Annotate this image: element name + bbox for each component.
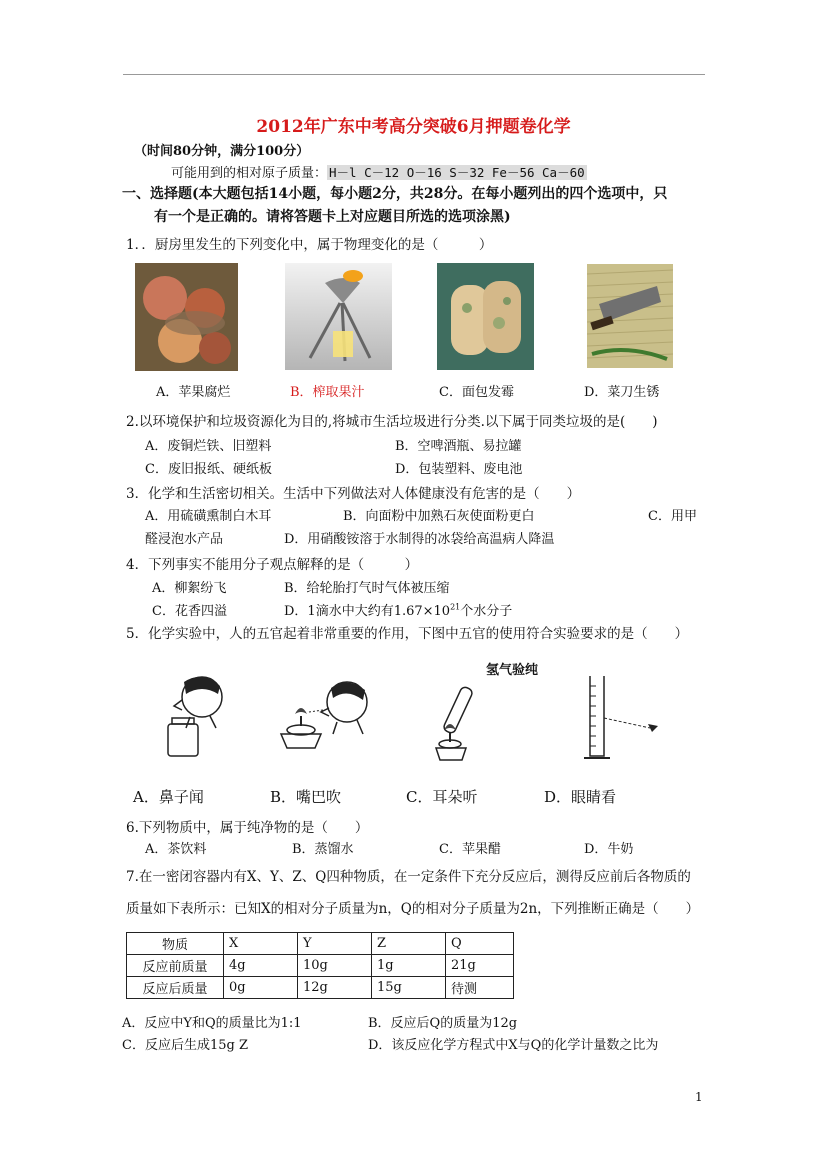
q4-option-a: A．柳絮纷飞: [152, 581, 227, 596]
q3-option-c-part2: 醛浸泡水产品: [145, 532, 224, 547]
q4-option-d: [284, 600, 512, 619]
q6-option-a: A．茶饮料: [145, 842, 207, 857]
q7-option-c: C．反应后生成15g Z: [122, 1038, 248, 1053]
photo-juicer: [285, 263, 392, 370]
q1-stem: 1．．厨房里发生的下列变化中，属于物理变化的是（ ）: [126, 237, 493, 253]
q6-stem: 6.下列物质中，属于纯净物的是（ ）: [126, 820, 369, 836]
q1-option-d: D．菜刀生锈: [584, 385, 660, 400]
table-row: [127, 933, 514, 955]
q4-option-b: B．给轮胎打气时气体被压缩: [284, 581, 450, 596]
q6-option-b: B．蒸馏水: [292, 842, 354, 857]
q7-option-b: B．反应后Q的质量为12g: [368, 1016, 518, 1031]
q7-stem-line1: 7.在一密闭容器内有X、Y、Z、Q四种物质，在一定条件下充分反应后，测得反应前后各物质的: [126, 869, 691, 885]
mass-table: [126, 932, 514, 999]
photo-moldy-bread: [437, 263, 534, 370]
q6-option-d: D．牛奶: [584, 842, 634, 857]
q2-option-a: A．废铜烂铁、旧塑料: [145, 439, 272, 454]
table-cell: 反应前质量: [127, 955, 224, 977]
table-cell: 1g: [372, 955, 446, 977]
page-number: 1: [695, 1090, 703, 1104]
q7-stem-line2: 质量如下表所示：已知X的相对分子质量为n，Q的相对分子质量为2n，下列推断正确是（ ）: [126, 901, 700, 917]
q1-option-b: B．榨取果汁: [290, 385, 365, 400]
q1-option-c: C．面包发霉: [439, 385, 514, 400]
q7-option-a: A．反应中Y和Q的质量比为1:1: [122, 1016, 302, 1031]
q2-stem: 2.以环境保护和垃圾资源化为目的,将城市生活垃圾进行分类.以下属于同类垃圾的是( ): [126, 414, 658, 430]
page-title: 2012年广东中考高分突破6月押题卷化学: [256, 117, 571, 137]
q3-option-d: D．用硝酸铵溶于水制得的冰袋给高温病人降温: [284, 532, 555, 547]
figure-blowing: [275, 674, 375, 760]
photo-rotten-apples: [135, 263, 238, 371]
q4-option-d-prefix: D．1滴水中大约有1.67×10: [284, 604, 451, 619]
table-cell: 物质: [127, 933, 224, 955]
q4-stem: 4．下列事实不能用分子观点解释的是（ ）: [126, 557, 419, 573]
table-cell: Z: [372, 933, 446, 955]
q2-option-c: C．废旧报纸、硬纸板: [145, 462, 272, 477]
q1-option-a: A．苹果腐烂: [156, 385, 231, 400]
table-cell: 待测: [446, 977, 514, 999]
atomic-masses-label: 可能用到的相对原子质量：: [171, 166, 328, 181]
q4-option-c: C．花香四溢: [152, 604, 227, 619]
q5-option-a: A．鼻子闻: [133, 788, 204, 806]
header-rule: [123, 74, 705, 75]
table-cell: Q: [446, 933, 514, 955]
atomic-masses-values: H－l C－12 O－16 S－32 Fe－56 Ca－60: [329, 165, 585, 180]
table-cell: 4g: [224, 955, 298, 977]
table-cell: Y: [298, 933, 372, 955]
q4-option-d-suffix: 个水分子: [460, 604, 513, 619]
q5-option-d: D．眼睛看: [544, 788, 617, 806]
q3-stem: 3．化学和生活密切相关。生活中下列做法对人体健康没有危害的是（ ）: [126, 486, 581, 502]
q5-option-c: C．耳朵听: [406, 788, 478, 806]
table-cell: 0g: [224, 977, 298, 999]
q2-option-b: B．空啤酒瓶、易拉罐: [395, 439, 522, 454]
table-cell: 10g: [298, 955, 372, 977]
table-cell: 15g: [372, 977, 446, 999]
q3-option-c-part1: C．用甲: [648, 509, 697, 524]
time-info: （时间80分钟，满分100分）: [134, 144, 310, 159]
hydrogen-test-label: 氢气验纯: [486, 663, 539, 678]
table-row: [127, 955, 514, 977]
table-row: [127, 977, 514, 999]
table-cell: 12g: [298, 977, 372, 999]
figure-reading-cylinder: [582, 672, 662, 762]
section-heading-line1: 一、选择题(本大题包括14小题，每小题2分，共28分。在每小题列出的四个选项中，只: [122, 186, 668, 202]
q4-option-d-exponent: 21: [450, 602, 461, 612]
q2-option-d: D．包装塑料、废电池: [395, 462, 523, 477]
figure-smelling: [160, 672, 235, 760]
q3-option-b: B．向面粉中加熟石灰使面粉更白: [343, 509, 535, 524]
photo-rusty-knife: [587, 264, 673, 368]
table-cell: 21g: [446, 955, 514, 977]
q7-option-d: D．该反应化学方程式中X与Q的化学计量数之比为: [368, 1038, 659, 1053]
table-cell: X: [224, 933, 298, 955]
q6-option-c: C．苹果醋: [439, 842, 501, 857]
atomic-masses: [171, 162, 587, 181]
q5-option-b: B．嘴巴吹: [270, 788, 342, 806]
table-cell: 反应后质量: [127, 977, 224, 999]
section-heading-line2: 有一个是正确的。请将答题卡上对应题目所选的选项涂黑): [154, 209, 511, 225]
q5-stem: 5．化学实验中，人的五官起着非常重要的作用，下图中五官的使用符合实验要求的是（ ）: [126, 626, 689, 642]
q3-option-a: A．用硫磺熏制白木耳: [145, 509, 272, 524]
